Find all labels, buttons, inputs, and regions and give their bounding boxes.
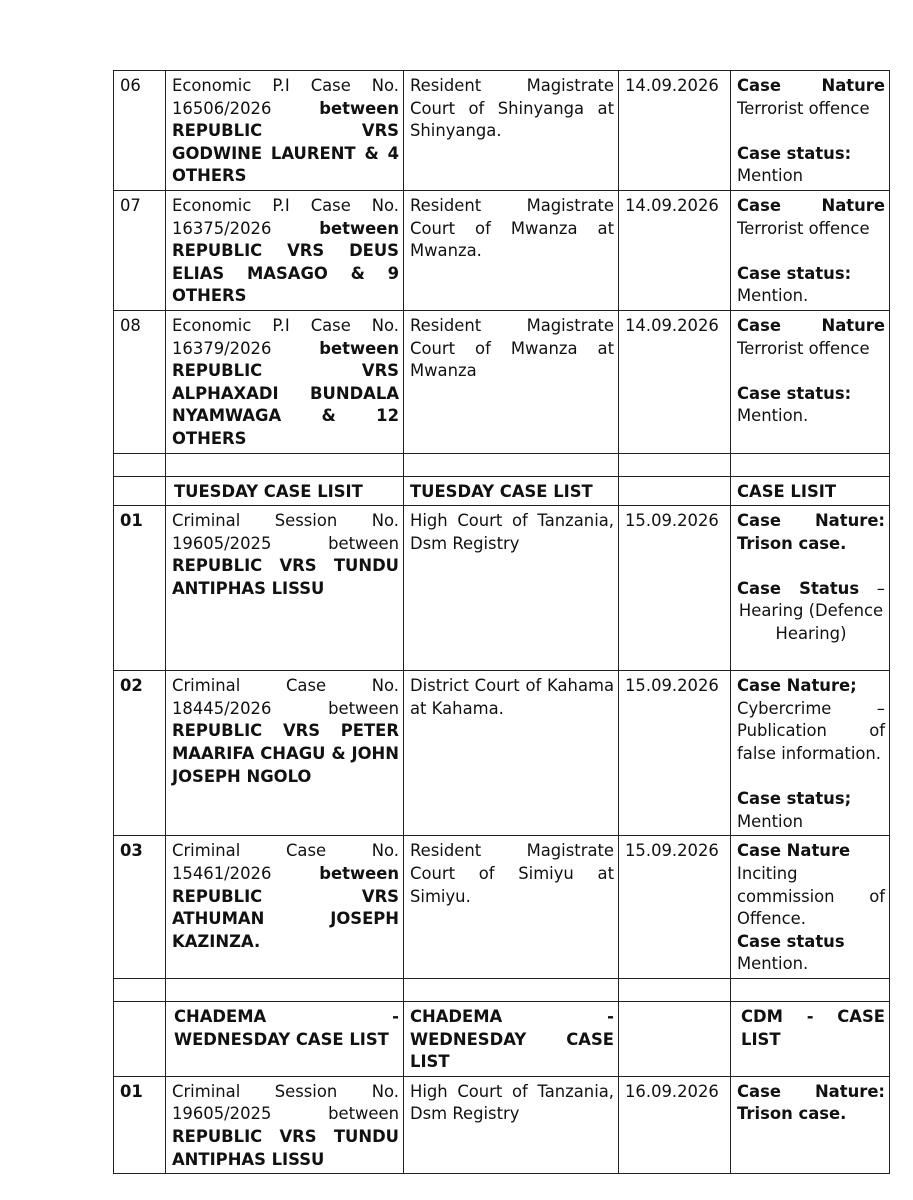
nature-value: Terrorist offence bbox=[737, 338, 870, 358]
nature-value: Inciting commission of Offence. bbox=[737, 864, 885, 929]
case-details bbox=[731, 310, 890, 453]
case-title bbox=[166, 190, 404, 310]
case-date: 15.09.2026 bbox=[619, 836, 731, 979]
status-value: Mention. bbox=[737, 406, 809, 426]
status-label: Case status: bbox=[737, 263, 852, 283]
spacer-row bbox=[114, 453, 890, 476]
case-details bbox=[731, 671, 890, 836]
court-name: Resident Magistrate Court of Mwanza at Mwanza. bbox=[404, 190, 619, 310]
case-date: 15.09.2026 bbox=[619, 671, 731, 836]
case-file-number: 15461/2026 bbox=[172, 864, 272, 883]
status-value: Mention. bbox=[737, 286, 809, 306]
court-name: Resident Magistrate Court of Mwanza at Mwanza bbox=[404, 310, 619, 453]
case-type: Economic P.I Case No. bbox=[172, 315, 399, 335]
nature-value: Trison case. bbox=[737, 1104, 847, 1124]
section-header-title: CDM - CASE LIST bbox=[731, 1001, 890, 1076]
case-number: 08 bbox=[114, 310, 166, 453]
table-row bbox=[114, 671, 890, 836]
nature-label: Case Nature bbox=[737, 76, 885, 95]
status-value: Mention. bbox=[737, 954, 809, 974]
status-value: Mention bbox=[737, 166, 804, 186]
nature-value: Terrorist offence bbox=[737, 98, 870, 118]
case-list-document bbox=[113, 70, 889, 1174]
case-parties: REPUBLIC VRS GODWINE LAURENT & 4 OTHERS bbox=[172, 121, 399, 186]
table-row bbox=[114, 71, 890, 191]
case-file-number: 16375/2026 bbox=[172, 218, 272, 238]
case-number: 01 bbox=[114, 1076, 166, 1173]
court-name: Resident Magistrate Court of Simiyu at Simiyu. bbox=[404, 836, 619, 979]
status-value: Mention bbox=[737, 811, 804, 831]
case-number: 06 bbox=[114, 71, 166, 191]
case-type: Economic P.I Case No. bbox=[172, 76, 399, 95]
section-header-title: CASE LISIT bbox=[731, 476, 890, 506]
case-details bbox=[731, 71, 890, 191]
section-header-title: CHADEMA - WEDNESDAY CASE LIST bbox=[404, 1001, 619, 1076]
case-parties: REPUBLIC VRS ALPHAXADI BUNDALA NYAMWAGA & 12 OTHERS bbox=[172, 361, 399, 448]
spacer-row bbox=[114, 978, 890, 1001]
status-label: Case status: bbox=[737, 383, 852, 403]
case-details bbox=[731, 506, 890, 671]
case-parties: REPUBLIC VRS TUNDU ANTIPHAS LISSU bbox=[172, 556, 399, 598]
case-title bbox=[166, 506, 404, 671]
nature-label: Case Nature: bbox=[737, 1081, 885, 1101]
case-number: 01 bbox=[114, 506, 166, 671]
nature-value: Terrorist offence bbox=[737, 218, 870, 238]
nature-value: Trison case. bbox=[737, 533, 847, 553]
case-date: 14.09.2026 bbox=[619, 71, 731, 191]
case-type: Criminal Session No. bbox=[172, 511, 399, 531]
case-details bbox=[731, 836, 890, 979]
case-parties: REPUBLIC VRS PETER MAARIFA CHAGU & JOHN JOSEPH NGOLO bbox=[172, 721, 399, 786]
nature-label: Case Nature: bbox=[737, 511, 885, 531]
case-details bbox=[731, 190, 890, 310]
case-type: Criminal Case No. bbox=[172, 676, 399, 696]
section-header-row bbox=[114, 1001, 890, 1076]
case-date: 16.09.2026 bbox=[619, 1076, 731, 1173]
status-label: Case status bbox=[737, 931, 845, 951]
court-name: Resident Magistrate Court of Shinyanga at Shinyanga. bbox=[404, 71, 619, 191]
case-number: 03 bbox=[114, 836, 166, 979]
between-word: between bbox=[319, 218, 399, 238]
court-name: High Court of Tanzania, Dsm Registry bbox=[404, 1076, 619, 1173]
case-file-number: 18445/2026 bbox=[172, 698, 272, 718]
between-word: between bbox=[319, 864, 399, 883]
case-title bbox=[166, 836, 404, 979]
table-row bbox=[114, 506, 890, 671]
table-row bbox=[114, 836, 890, 979]
status-value: Hearing (Defence Hearing) bbox=[738, 601, 884, 644]
between-word: between bbox=[328, 1104, 399, 1124]
status-separator: – bbox=[876, 578, 885, 598]
nature-value: Cybercrime – Publication of false information. bbox=[737, 698, 885, 764]
court-name: District Court of Kahama at Kahama. bbox=[404, 671, 619, 836]
nature-label: Case Nature bbox=[737, 195, 885, 215]
nature-label: Case Nature bbox=[737, 841, 851, 861]
case-file-number: 16379/2026 bbox=[172, 338, 272, 358]
case-parties: REPUBLIC VRS TUNDU ANTIPHAS LISSU bbox=[172, 1126, 399, 1169]
case-file-number: 19605/2025 bbox=[172, 533, 272, 553]
status-label: Case Status bbox=[737, 578, 860, 598]
between-word: between bbox=[319, 338, 399, 358]
case-date: 15.09.2026 bbox=[619, 506, 731, 671]
status-label: Case status: bbox=[737, 143, 852, 163]
case-title bbox=[166, 71, 404, 191]
between-word: between bbox=[328, 533, 399, 553]
table-row bbox=[114, 310, 890, 453]
case-details bbox=[731, 1076, 890, 1173]
section-header-title: TUESDAY CASE LIST bbox=[404, 476, 619, 506]
status-label: Case status; bbox=[737, 789, 852, 809]
case-type: Criminal Case No. bbox=[172, 841, 399, 861]
section-header-row bbox=[114, 476, 890, 506]
nature-label: Case Nature bbox=[737, 315, 885, 335]
case-number: 02 bbox=[114, 671, 166, 836]
case-title bbox=[166, 671, 404, 836]
case-parties: REPUBLIC VRS DEUS ELIAS MASAGO & 9 OTHERS bbox=[172, 241, 399, 306]
section-header-title: CHADEMA - WEDNESDAY CASE LIST bbox=[166, 1001, 404, 1076]
between-word: between bbox=[319, 98, 399, 118]
case-date: 14.09.2026 bbox=[619, 190, 731, 310]
court-name: High Court of Tanzania, Dsm Registry bbox=[404, 506, 619, 671]
case-parties: REPUBLIC VRS ATHUMAN JOSEPH KAZINZA. bbox=[172, 886, 399, 951]
case-list-table bbox=[113, 70, 890, 1174]
case-title bbox=[166, 1076, 404, 1173]
table-row bbox=[114, 190, 890, 310]
case-type: Criminal Session No. bbox=[172, 1081, 399, 1101]
table-row bbox=[114, 1076, 890, 1173]
case-file-number: 19605/2025 bbox=[172, 1104, 272, 1124]
section-header-title: TUESDAY CASE LISIT bbox=[166, 476, 404, 506]
nature-label: Case Nature; bbox=[737, 676, 857, 696]
case-type: Economic P.I Case No. bbox=[172, 195, 399, 215]
case-title bbox=[166, 310, 404, 453]
case-number: 07 bbox=[114, 190, 166, 310]
case-date: 14.09.2026 bbox=[619, 310, 731, 453]
between-word: between bbox=[328, 698, 399, 718]
case-file-number: 16506/2026 bbox=[172, 98, 272, 118]
